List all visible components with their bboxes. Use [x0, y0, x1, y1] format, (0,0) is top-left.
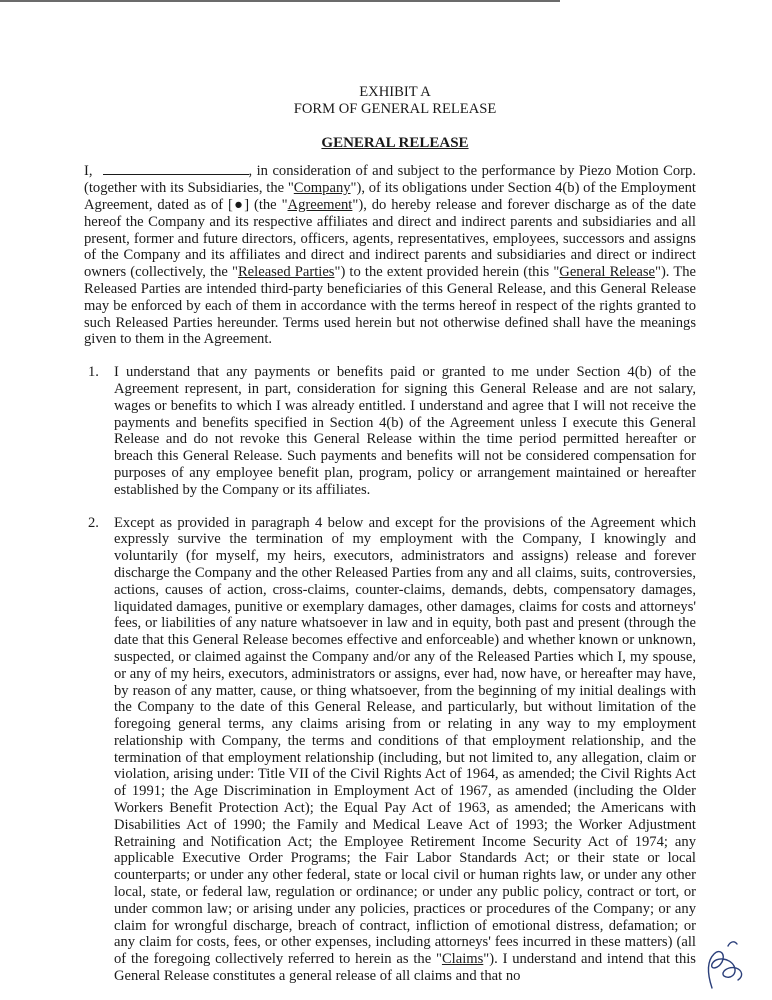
numbered-paragraph-1: [84, 364, 696, 498]
document-heading: GENERAL RELEASE: [321, 134, 469, 151]
paragraph-text: Except as provided in paragraph 4 below and except for the provisions of the Agreement which expressly survive the termination of my employment with the Company, I knowingly and voluntarily (for myself, my heirs, executors, administrators and assigns) release and forever discharge the Company and the other Released Parties from any and all claims, suits, controversies, actions, causes of action, cross-claims, counter-claims, demands, debts, compensatory damages, liquidated damages, punitive or exemplary damages, other damages, claims for costs and attorneys' fees, or liabilities of any nature whatsoever in law and in equity, both past and present (through the date that this General Release becomes effective and enforceable) and whether known or unknown, suspected, or claimed against the Company and/or any of the Released Parties which I, my spouse, or any of my heirs, executors, administrators or assigns, ever had, now have, or hereafter may have, by reason of any matter, cause, or thing whatsoever, from the beginning of my initial dealings with the Company to the date of this General Release, and particularly, but without limitation of the foregoing general terms, any claims arising from or relating in any way to my employment relationship with Company, the terms and conditions of that employment relationship, and the termination of that employment relationship (including, but not limited to, any allegation, claim or violation, arising under: Title VII of the Civil Rights Act of 1964, as amended; the Civil Rights Act of 1991; the Age Discrimination in Employment Act of 1967, as amended (including the Older Workers Benefit Protection Act); the Equal Pay Act of 1963, as amended; the Americans with Disabilities Act of 1990; the Family and Medical Leave Act of 1993; the Worker Adjustment Retraining and Notification Act; the Employee Retirement Income Security Act of 1974; any applicable Executive Order Programs; the Fair Labor Standards Act; or their state or local counterparts; or under any other federal, state or local civil or human rights law, or under any other local, state, or federal law, regulation or ordinance; or under any public policy, contract or tort, or under common law; or arising under any policies, practices or procedures of the Company; or any claim for wrongful discharge, breach of contract, infliction of emotional distress, defamation; or any claim for costs, fees, or other expenses, including attorneys' fees incurred in these matters) (all of the foregoing collectively referred to herein as the "Claims"). I understand and intend that this General Release constitutes a general release of all claims and that no: [114, 514, 696, 985]
initials-stroke: [709, 942, 742, 988]
signer-name-blank: [103, 163, 249, 175]
title-block: [94, 84, 696, 118]
paragraph-number: 1.: [88, 364, 99, 381]
term-agreement: Agreement: [287, 196, 353, 213]
term-company: Company: [293, 180, 351, 197]
term-released-parties: Released Parties: [237, 264, 335, 281]
handwritten-initials: [700, 936, 750, 992]
document-page: [84, 84, 696, 985]
numbered-paragraph-2: [84, 515, 696, 985]
paragraph-number: 2.: [88, 514, 99, 531]
paragraph-text: I understand that any payments or benefits paid or granted to me under Section 4(b) of the Agreement represent, in part, consideration for signing this General Release and are not salary, wages or benefits to which I was already entitled. I understand and agree that I will not receive the payments and benefits specified in Section 4(b) of the Agreement unless I execute this General Release and do not revoke this General Release within the time period permitted hereafter or breach this General Release. Such payments and benefits will not be considered compensation for purposes of any employee benefit plan, program, policy or arrangement maintained or hereafter established by the Company or its affiliates.: [114, 364, 696, 498]
intro-paragraph: I, , in consideration of and subject to the performance by Piezo Motion Corp. (together with its Subsidiaries, the "Company"), of its obligations under Section 4(b) of the Employment Agreement, dated as of [●] (the "Agreement"), do hereby release and forever discharge as of the date hereof the Company and its respective affiliates and direct and indirect parents and subsidiaries and all present, former and future directors, officers, agents, representatives, employees, successors and assigns of the Company and its affiliates and direct and indirect parents and subsidiaries and direct or indirect owners (collectively, the "Released Parties") to the extent provided herein (this "General Release"). The Released Parties are intended third-party beneficiaries of this General Release, and this General Release may be enforced by each of them in accordance with the terms hereof in respect of the rights granted to such Released Parties hereunder. Terms used herein but not otherwise defined shall have the meanings given to them in the Agreement.: [84, 163, 697, 348]
term-general-release: General Release: [559, 264, 655, 281]
exhibit-label: EXHIBIT A: [359, 84, 431, 100]
form-title: FORM OF GENERAL RELEASE: [293, 100, 497, 117]
intro-pronoun: I,: [84, 163, 93, 180]
scan-edge-line: [0, 0, 560, 2]
term-claims: Claims: [441, 951, 484, 968]
